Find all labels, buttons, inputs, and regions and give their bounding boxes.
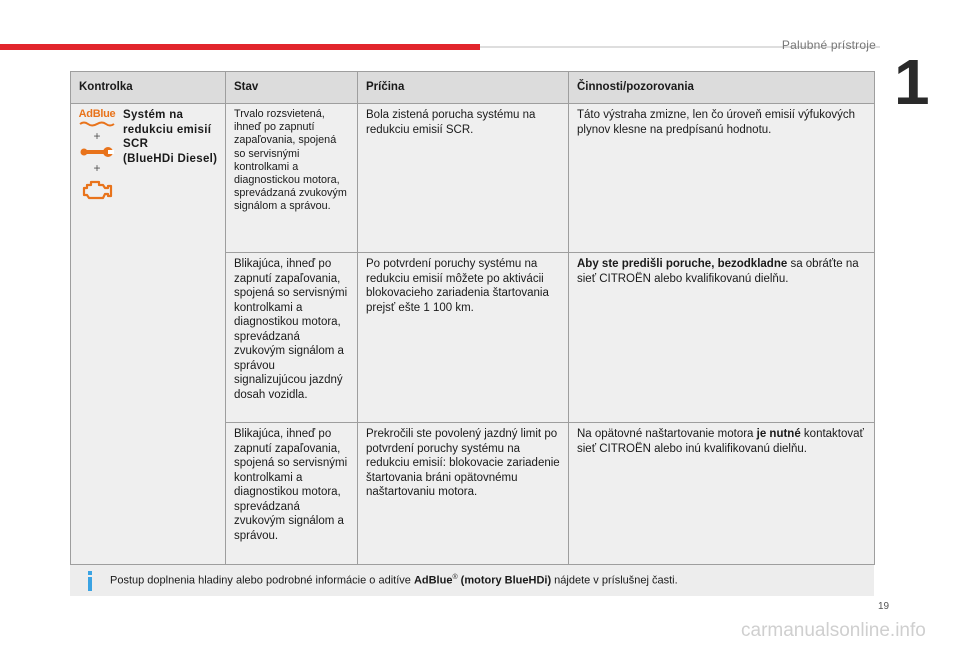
page-number: 19 (878, 601, 890, 612)
info-icon (80, 571, 100, 591)
stav-cell: Trvalo rozsvietená, ihneď po zapnutí zapaľovania, spojená so servisnými kontrolkami a diagnostickou motora, sprevádzaná zvukovým signálom a správou. (226, 104, 358, 253)
indicator-icons (75, 108, 119, 201)
pricina-cell: Po potvrdení poruchy systému na redukciu emisií môžete po aktivácii blokovacieho zariadenia štartovania prejsť ešte 1 100 km. (358, 253, 569, 423)
pricina-cell: Bola zistená porucha systému na redukciu emisií SCR. (358, 104, 569, 253)
pricina-cell: Prekročili ste povolený jazdný limit po potvrdení poruchy systému na redukciu emisií: blokovacie zariadenie štartovania bráni opätovnému naštartovaniu motora. (358, 423, 569, 565)
watermark: carmanualsonline.info (741, 620, 926, 641)
stav-cell: Blikajúca, ihneď po zapnutí zapaľovania, spojená so servisnými kontrolkami a diagnostikou motora, sprevádzaná zvukovým signálom a správou. (226, 423, 358, 565)
header-kontrolka: Kontrolka (71, 72, 226, 104)
adblue-icon: AdBlue (79, 108, 116, 127)
header-cinnosti: Činnosti/pozorovania (569, 72, 875, 104)
table-header-row (71, 72, 875, 104)
header-pricina: Príčina (358, 72, 569, 104)
cinnosti-cell: Na opätovné naštartovanie motora je nutné kontaktovať sieť CITROËN alebo inú kvalifikovanú dielňu. (569, 423, 875, 565)
section-title: Palubné prístroje (781, 38, 876, 52)
info-text: Postup doplnenia hladiny alebo podrobné informácie o aditíve AdBlue® (motory BlueHDi) nájdete v príslušnej časti. (110, 574, 678, 587)
plus-sign: + (93, 129, 101, 143)
kontrolka-cell (71, 104, 226, 565)
plus-sign: + (93, 161, 101, 175)
warning-lights-table (70, 71, 875, 565)
info-box (70, 565, 874, 596)
engine-icon (81, 177, 113, 201)
cinnosti-cell: Táto výstraha zmizne, len čo úroveň emisií výfukových plynov klesne na predpísanú hodnotu. (569, 104, 875, 253)
chapter-number: 1 (894, 46, 930, 118)
table-row (71, 104, 875, 253)
header-red-bar (0, 44, 480, 50)
stav-cell: Blikajúca, ihneď po zapnutí zapaľovania, spojená so servisnými kontrolkami a diagnostikou motora, sprevádzaná zvukovým signálom a správou signalizujúcou jazdný dosah vozidla. (226, 253, 358, 423)
cinnosti-cell: Aby ste predišli poruche, bezodkladne sa obráťte na sieť CITROËN alebo kvalifikovanú dielňu. (569, 253, 875, 423)
header-stav: Stav (226, 72, 358, 104)
system-name: Systém na redukciu emisií SCR (BlueHDi Diesel) (123, 109, 218, 165)
wrench-icon (80, 145, 114, 159)
